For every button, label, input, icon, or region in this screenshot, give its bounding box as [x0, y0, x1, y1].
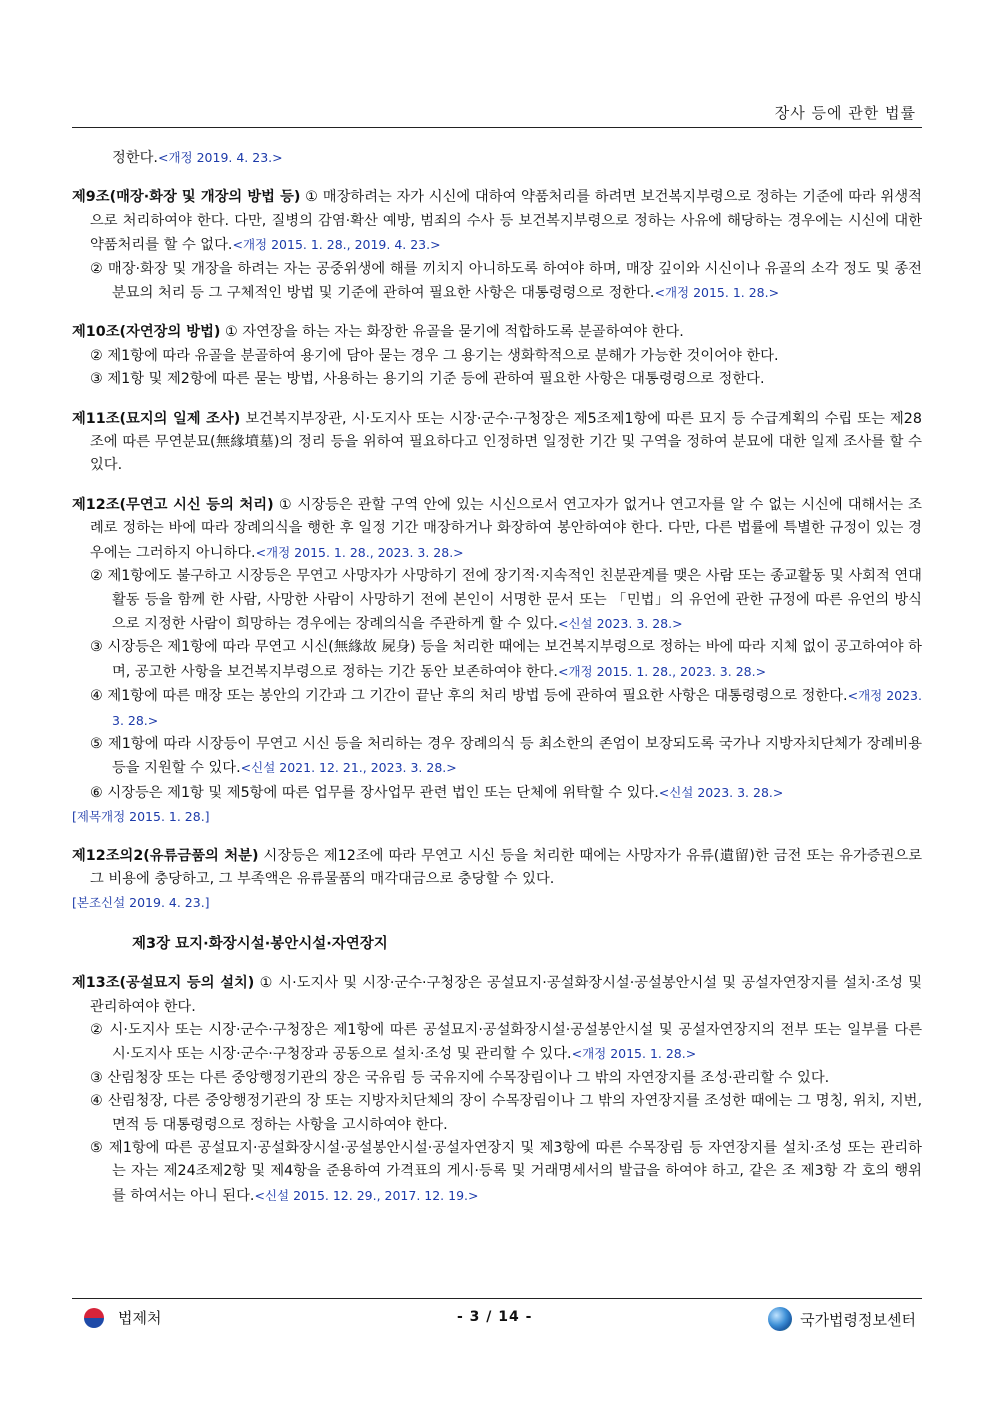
article-10 — [72, 321, 922, 344]
page-footer — [72, 1298, 922, 1338]
document-body — [72, 146, 922, 1208]
paragraph — [72, 636, 922, 684]
paragraph-text: ⑥ 시장등은 제1항 및 제5항에 따른 업무를 장사업무 관련 법인 또는 단체에 위탁할 수 있다. — [90, 784, 659, 801]
lead-text — [72, 146, 922, 170]
article-text: ① 시장등은 관할 구역 안에 있는 시신으로서 연고자가 없거나 연고자를 알 수 없는 시신에 대해서는 조례로 정하는 바에 따라 장례의식을 행한 후 일정 기간 매장하거나 화장하여 봉안하여야 한다. 다만, 다른 법률에 특별한 규정이 있는 경우에는 그러하지 아니하다. — [90, 496, 922, 561]
article-title: 제12조(무연고 시신 등의 처리) — [72, 496, 274, 513]
amend-note: <개정 2015. 1. 28., 2023. 3. 28.> — [557, 663, 767, 679]
paragraph — [72, 781, 922, 805]
revision-note: [본조신설 2019. 4. 23.] — [72, 895, 210, 911]
amend-note: <신설 2021. 12. 21., 2023. 3. 28.> — [240, 760, 457, 776]
article-text: ① 시·도지사 및 시장·군수·구청장은 공설묘지·공설화장시설·공설봉안시설 및 공설자연장지를 설치·조성 및 관리하여야 한다. — [90, 975, 923, 1015]
amend-note: <신설 2023. 3. 28.> — [557, 615, 683, 631]
law-title: 장사 등에 관한 법률 — [774, 104, 916, 122]
revision-note: [제목개정 2015. 1. 28.] — [72, 809, 210, 825]
taeguk-logo-icon — [84, 1308, 104, 1328]
paragraph-text: ④ 산림청장, 다른 중앙행정기관의 장 또는 지방자치단체의 장이 수목장림이나 그 밖의 자연장지를 조성한 때에는 그 명칭, 위치, 지번, 면적 등 대통령령으로 정하는 사항을 고시하여야 한다. — [90, 1093, 922, 1133]
lead-text-body: 정한다. — [112, 150, 158, 166]
center-label: 국가법령정보센터 — [800, 1310, 916, 1329]
paragraph — [72, 565, 922, 636]
paragraph — [72, 1067, 922, 1090]
article-text: ① 자연장을 하는 자는 화장한 유골을 묻기에 적합하도록 분골하여야 한다. — [224, 324, 684, 341]
paragraph-text: ④ 제1항에 따른 매장 또는 봉안의 기간과 그 기간이 끝난 후의 처리 방법 등에 관하여 필요한 사항은 대통령령으로 정한다. — [90, 688, 848, 705]
article-9 — [72, 186, 922, 257]
amend-note: <개정 2015. 1. 28., 2019. 4. 23.> — [232, 237, 441, 253]
paragraph — [72, 733, 922, 781]
article-text: 보건복지부장관, 시·도지사 또는 시장·군수·구청장은 제5조제1항에 따른 묘지 등 수급계획의 수립 또는 제28조에 따른 무연분묘(無緣墳墓)의 정리 등을 위하여 필요하다고 인정하면 일정한 기간 및 구역을 정하여 분묘에 대한 일제 조사를 할 수 있다. — [90, 410, 922, 474]
article-title: 제13조(공설묘지 등의 설치) — [72, 975, 255, 992]
amend-note: <개정 2023. 3. 28.> — [112, 688, 922, 728]
amend-note: <개정 2015. 1. 28.> — [654, 285, 780, 301]
amend-note: <개정 2015. 1. 28.> — [571, 1046, 697, 1062]
article-12 — [72, 494, 922, 565]
article-title: 제9조(매장·화장 및 개장의 방법 등) — [72, 189, 301, 206]
amend-note: <신설 2015. 12. 29., 2017. 12. 19.> — [254, 1187, 479, 1203]
paragraph — [72, 1019, 922, 1067]
article-text: ① 매장하려는 자가 시신에 대하여 약품처리를 하려면 보건복지부령으로 정하는 기준에 따라 위생적으로 처리하여야 한다. 다만, 질병의 감염·확산 예방, 범죄의 수사 등 보건복지부령으로 정하는 사유에 해당하는 경우에는 시신에 대한 약품처리를 할 수 없다. — [90, 189, 922, 254]
page-header — [72, 98, 922, 128]
paragraph-text: ② 제1항에 따라 유골을 분골하여 용기에 담아 묻는 경우 그 용기는 생화학적으로 분해가 가능한 것이어야 한다. — [90, 347, 779, 364]
paragraph — [72, 368, 922, 391]
article-text: 시장등은 제12조에 따라 무연고 시신 등을 처리한 때에는 사망자가 유류(遺留)한 금전 또는 유가증권으로 그 비용에 충당하고, 그 부족액은 유류물품의 매각대금으로 충당할 수 있다. — [90, 847, 923, 887]
paragraph — [72, 258, 922, 306]
globe-logo-icon — [768, 1307, 792, 1331]
ministry-logo — [84, 1307, 161, 1328]
paragraph-text: ② 매장·화장 및 개장을 하려는 자는 공중위생에 해를 끼치지 아니하도록 하여야 하며, 매장 깊이와 시신이나 유골의 소각 정도 및 종전 분묘의 처리 등 그 구체적인 방법 및 기준에 관하여 필요한 사항은 대통령령으로 정한다. — [90, 260, 922, 302]
article-title: 제12조의2(유류금품의 처분) — [72, 847, 259, 864]
page-number: - 3 / 14 - — [457, 1309, 533, 1325]
article-title: 제11조(묘지의 일제 조사) — [72, 410, 241, 427]
paragraph-text: ⑤ 제1항에 따른 공설묘지·공설화장시설·공설봉안시설·공설자연장지 및 제3항에 따른 수목장림 등 자연장지를 설치·조성 또는 관리하는 자는 제24조제2항 및 제4항을 준용하여 가격표의 게시·등록 및 거래명세서의 발급을 하여야 하고, 같은 조 제3항 각 호의 행위를 하여서는 아니 된다. — [90, 1140, 922, 1204]
amend-note: <개정 2015. 1. 28., 2023. 3. 28.> — [255, 544, 464, 560]
article-12-2 — [72, 845, 922, 892]
amend-note: <신설 2023. 3. 28.> — [658, 784, 784, 800]
paragraph-text: ⑤ 제1항에 따라 시장등이 무연고 시신 등을 처리하는 경우 장례의식 등 최소한의 존엄이 보장되도록 국가나 지방자치단체가 장례비용 등을 지원할 수 있다. — [90, 735, 922, 777]
ministry-label: 법제처 — [118, 1309, 162, 1327]
paragraph-text: ③ 제1항 및 제2항에 따른 묻는 방법, 사용하는 용기의 기준 등에 관하여 필요한 사항은 대통령령으로 정한다. — [90, 371, 765, 388]
article-title: 제10조(자연장의 방법) — [72, 324, 221, 341]
chapter-heading: 제3장 묘지·화장시설·봉안시설·자연장지 — [132, 935, 388, 952]
article-13 — [72, 972, 922, 1019]
paragraph — [72, 345, 922, 368]
center-logo — [768, 1307, 916, 1331]
amend-note: <개정 2019. 4. 23.> — [157, 150, 283, 165]
article-11 — [72, 408, 922, 478]
paragraph — [72, 1090, 922, 1137]
paragraph-text: ③ 시장등은 제1항에 따라 무연고 시신(無緣故 屍身) 등을 처리한 때에는 보건복지부령으로 정하는 바에 따라 지체 없이 공고하여야 하며, 공고한 사항을 보건복지부령으로 정하는 기간 동안 보존하여야 한다. — [90, 639, 922, 680]
paragraph-text: ③ 산림청장 또는 다른 중앙행정기관의 장은 국유림 등 국유지에 수목장림이나 그 밖의 자연장지를 조성·관리할 수 있다. — [90, 1069, 830, 1086]
paragraph-text: ② 시·도지사 또는 시장·군수·구청장은 제1항에 따른 공설묘지·공설화장시설·공설봉안시설 및 공설자연장지의 전부 또는 일부를 다른 시·도지사 또는 시장·군수·구청장과 공동으로 설치·조성 및 관리할 수 있다. — [90, 1022, 922, 1063]
paragraph — [72, 1137, 922, 1208]
paragraph — [72, 684, 922, 733]
paragraph-text: ② 제1항에도 불구하고 시장등은 무연고 사망자가 사망하기 전에 장기적·지속적인 친분관계를 맺은 사람 또는 종교활동 및 사회적 연대활동 등을 함께 한 사람, 사망한 사람이 사망하기 전에 본인이 서명한 문서 또는 「민법」의 유언에 관한 규정에 따른 유언의 방식으로 지정한 사람이 희망하는 경우에는 장례의식을 주관하게 할 수 있다. — [90, 568, 922, 632]
